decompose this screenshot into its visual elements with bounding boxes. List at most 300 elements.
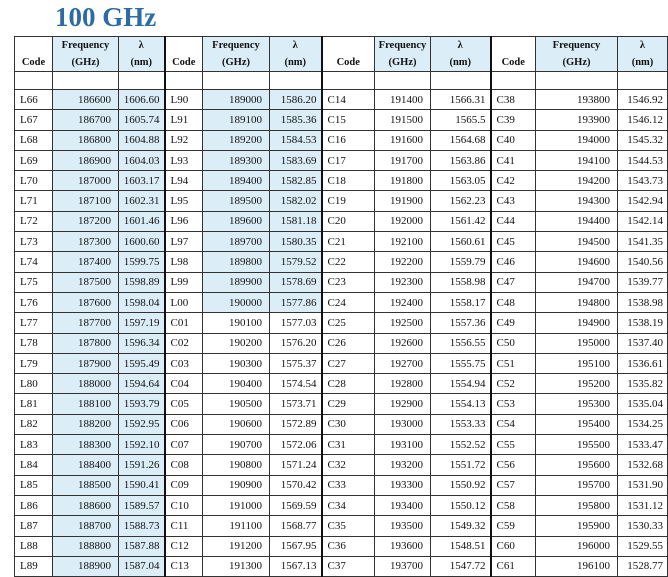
channel-frequency: 195600 (536, 455, 618, 475)
channel-frequency: 194300 (536, 191, 618, 211)
channel-code: C36 (322, 536, 375, 556)
channel-code: C47 (491, 272, 536, 292)
channel-code: C05 (165, 394, 203, 414)
channel-code: C45 (491, 232, 536, 252)
channel-code: C32 (322, 455, 375, 475)
channel-wavelength: 1529.55 (618, 536, 668, 556)
channel-frequency: 192900 (375, 394, 431, 414)
channel-frequency: 189000 (203, 90, 270, 110)
channel-code: L73 (15, 232, 53, 252)
channel-wavelength: 1604.88 (119, 130, 165, 150)
channel-wavelength: 1537.40 (618, 333, 668, 353)
channel-wavelength: 1590.41 (119, 475, 165, 495)
channel-frequency: 193100 (375, 435, 431, 455)
channel-wavelength: 1545.32 (618, 130, 668, 150)
channel-wavelength: 1577.86 (270, 292, 322, 312)
channel-wavelength: 1544.53 (618, 150, 668, 170)
channel-wavelength: 1572.89 (270, 414, 322, 434)
header-code-top (15, 37, 53, 55)
channel-wavelength: 1585.36 (270, 110, 322, 130)
channel-code: L82 (15, 414, 53, 434)
channel-wavelength: 1586.20 (270, 90, 322, 110)
channel-frequency: 187100 (53, 191, 119, 211)
channel-frequency: 188500 (53, 475, 119, 495)
channel-code: C08 (165, 455, 203, 475)
channel-wavelength: 1542.94 (618, 191, 668, 211)
channel-wavelength: 1593.79 (119, 394, 165, 414)
channel-frequency: 193900 (536, 110, 618, 130)
table-row (15, 495, 668, 515)
channel-wavelength: 1535.04 (618, 394, 668, 414)
channel-frequency: 192600 (375, 333, 431, 353)
channel-frequency: 195100 (536, 353, 618, 373)
channel-code: C19 (322, 191, 375, 211)
channel-code: C38 (491, 90, 536, 110)
header-lambda-unit: (nm) (270, 54, 322, 72)
channel-code: L88 (15, 536, 53, 556)
channel-wavelength: 1594.64 (119, 374, 165, 394)
header-frequency-unit: (GHz) (53, 54, 119, 72)
channel-frequency: 194800 (536, 292, 618, 312)
channel-wavelength: 1599.75 (119, 252, 165, 272)
channel-code: C57 (491, 475, 536, 495)
header-row-top (15, 37, 668, 55)
table-row (15, 414, 668, 434)
table-row (15, 171, 668, 191)
channel-frequency: 194600 (536, 252, 618, 272)
channel-code: C11 (165, 516, 203, 536)
channel-wavelength: 1575.37 (270, 353, 322, 373)
channel-wavelength: 1604.03 (119, 150, 165, 170)
channel-code: L67 (15, 110, 53, 130)
channel-frequency: 187700 (53, 313, 119, 333)
channel-wavelength: 1538.19 (618, 313, 668, 333)
channel-table (14, 36, 668, 577)
channel-wavelength: 1589.57 (119, 495, 165, 515)
channel-code: C03 (165, 353, 203, 373)
channel-wavelength: 1597.19 (119, 313, 165, 333)
channel-code: C26 (322, 333, 375, 353)
channel-frequency: 188400 (53, 455, 119, 475)
channel-wavelength: 1539.77 (618, 272, 668, 292)
channel-code: C15 (322, 110, 375, 130)
channel-wavelength: 1554.94 (431, 374, 491, 394)
channel-frequency: 191300 (203, 556, 270, 576)
channel-frequency: 191000 (203, 495, 270, 515)
channel-code: L90 (165, 90, 203, 110)
channel-code: C06 (165, 414, 203, 434)
channel-code: C25 (322, 313, 375, 333)
channel-frequency: 186700 (53, 110, 119, 130)
channel-wavelength: 1559.79 (431, 252, 491, 272)
channel-frequency: 195800 (536, 495, 618, 515)
channel-code: C42 (491, 171, 536, 191)
channel-code: L78 (15, 333, 53, 353)
spacer-cell (53, 72, 119, 90)
header-lambda: λ (270, 37, 322, 55)
channel-code: C20 (322, 211, 375, 231)
channel-wavelength: 1562.23 (431, 191, 491, 211)
channel-wavelength: 1598.89 (119, 272, 165, 292)
channel-code: C17 (322, 150, 375, 170)
channel-wavelength: 1603.17 (119, 171, 165, 191)
channel-wavelength: 1546.12 (618, 110, 668, 130)
channel-code: C14 (322, 90, 375, 110)
channel-code: C02 (165, 333, 203, 353)
channel-code: L66 (15, 90, 53, 110)
header-code-top (491, 37, 536, 55)
channel-wavelength: 1587.04 (119, 556, 165, 576)
channel-code: L75 (15, 272, 53, 292)
channel-wavelength: 1602.31 (119, 191, 165, 211)
channel-code: L81 (15, 394, 53, 414)
channel-code: C10 (165, 495, 203, 515)
channel-wavelength: 1595.49 (119, 353, 165, 373)
channel-code: C34 (322, 495, 375, 515)
spacer-cell (165, 72, 203, 90)
channel-wavelength: 1564.68 (431, 130, 491, 150)
channel-wavelength: 1548.51 (431, 536, 491, 556)
header-frequency-unit: (GHz) (536, 54, 618, 72)
channel-wavelength: 1576.20 (270, 333, 322, 353)
channel-code: C28 (322, 374, 375, 394)
channel-code: L80 (15, 374, 53, 394)
channel-code: C22 (322, 252, 375, 272)
channel-frequency: 193200 (375, 455, 431, 475)
channel-frequency: 191900 (375, 191, 431, 211)
channel-frequency: 190400 (203, 374, 270, 394)
channel-frequency: 193300 (375, 475, 431, 495)
channel-code: C18 (322, 171, 375, 191)
table-row (15, 516, 668, 536)
channel-code: L87 (15, 516, 53, 536)
channel-wavelength: 1551.72 (431, 455, 491, 475)
channel-code: C59 (491, 516, 536, 536)
channel-code: L00 (165, 292, 203, 312)
channel-frequency: 193000 (375, 414, 431, 434)
channel-code: C60 (491, 536, 536, 556)
channel-wavelength: 1570.42 (270, 475, 322, 495)
channel-code: L79 (15, 353, 53, 373)
channel-code: C23 (322, 272, 375, 292)
channel-wavelength: 1532.68 (618, 455, 668, 475)
channel-code: L74 (15, 252, 53, 272)
channel-frequency: 194100 (536, 150, 618, 170)
channel-frequency: 193500 (375, 516, 431, 536)
channel-wavelength: 1540.56 (618, 252, 668, 272)
channel-wavelength: 1542.14 (618, 211, 668, 231)
table-row (15, 374, 668, 394)
channel-frequency: 190600 (203, 414, 270, 434)
table-row (15, 292, 668, 312)
channel-code: L94 (165, 171, 203, 191)
header-frequency: Frequency (53, 37, 119, 55)
channel-frequency: 187200 (53, 211, 119, 231)
channel-code: L95 (165, 191, 203, 211)
channel-code: C44 (491, 211, 536, 231)
channel-wavelength: 1571.24 (270, 455, 322, 475)
channel-frequency: 192800 (375, 374, 431, 394)
channel-frequency: 188700 (53, 516, 119, 536)
channel-frequency: 192100 (375, 232, 431, 252)
channel-code: C56 (491, 455, 536, 475)
channel-frequency: 190500 (203, 394, 270, 414)
channel-code: C58 (491, 495, 536, 515)
channel-code: C54 (491, 414, 536, 434)
header-frequency: Frequency (536, 37, 618, 55)
channel-wavelength: 1538.98 (618, 292, 668, 312)
channel-frequency: 188800 (53, 536, 119, 556)
spacer-cell (270, 72, 322, 90)
table-row (15, 191, 668, 211)
channel-wavelength: 1592.10 (119, 435, 165, 455)
channel-frequency: 189900 (203, 272, 270, 292)
channel-code: L92 (165, 130, 203, 150)
table-row (15, 130, 668, 150)
channel-wavelength: 1565.5 (431, 110, 491, 130)
channel-code: C40 (491, 130, 536, 150)
header-code-top (165, 37, 203, 55)
channel-wavelength: 1598.04 (119, 292, 165, 312)
channel-frequency: 194500 (536, 232, 618, 252)
channel-frequency: 191600 (375, 130, 431, 150)
channel-frequency: 187500 (53, 272, 119, 292)
channel-wavelength: 1556.55 (431, 333, 491, 353)
header-code-top (322, 37, 375, 55)
channel-wavelength: 1561.42 (431, 211, 491, 231)
channel-frequency: 195200 (536, 374, 618, 394)
channel-code: C51 (491, 353, 536, 373)
channel-wavelength: 1577.03 (270, 313, 322, 333)
channel-wavelength: 1550.12 (431, 495, 491, 515)
channel-frequency: 188100 (53, 394, 119, 414)
channel-wavelength: 1606.60 (119, 90, 165, 110)
channel-wavelength: 1557.36 (431, 313, 491, 333)
channel-code: L69 (15, 150, 53, 170)
channel-wavelength: 1582.85 (270, 171, 322, 191)
channel-code: L86 (15, 495, 53, 515)
channel-wavelength: 1566.31 (431, 90, 491, 110)
channel-code: L89 (15, 556, 53, 576)
channel-wavelength: 1535.82 (618, 374, 668, 394)
header-lambda-unit: (nm) (119, 54, 165, 72)
spacer-cell (203, 72, 270, 90)
channel-code: C39 (491, 110, 536, 130)
channel-wavelength: 1550.92 (431, 475, 491, 495)
channel-frequency: 193600 (375, 536, 431, 556)
channel-code: C30 (322, 414, 375, 434)
channel-code: C27 (322, 353, 375, 373)
channel-frequency: 190200 (203, 333, 270, 353)
channel-code: L71 (15, 191, 53, 211)
table-row (15, 150, 668, 170)
header-frequency-unit: (GHz) (203, 54, 270, 72)
channel-frequency: 191100 (203, 516, 270, 536)
channel-wavelength: 1588.73 (119, 516, 165, 536)
channel-frequency: 190300 (203, 353, 270, 373)
channel-wavelength: 1596.34 (119, 333, 165, 353)
spacer-cell (536, 72, 618, 90)
channel-wavelength: 1560.61 (431, 232, 491, 252)
channel-wavelength: 1569.59 (270, 495, 322, 515)
channel-frequency: 189500 (203, 191, 270, 211)
channel-frequency: 186900 (53, 150, 119, 170)
table-row (15, 252, 668, 272)
channel-code: L70 (15, 171, 53, 191)
table-row (15, 232, 668, 252)
channel-code: C13 (165, 556, 203, 576)
channel-code: C12 (165, 536, 203, 556)
table-row (15, 435, 668, 455)
channel-wavelength: 1592.95 (119, 414, 165, 434)
spacer-cell (119, 72, 165, 90)
channel-wavelength: 1531.12 (618, 495, 668, 515)
channel-frequency: 195700 (536, 475, 618, 495)
header-code: Code (322, 54, 375, 72)
header-frequency: Frequency (375, 37, 431, 55)
channel-frequency: 195500 (536, 435, 618, 455)
channel-frequency: 190100 (203, 313, 270, 333)
channel-frequency: 190800 (203, 455, 270, 475)
channel-code: L91 (165, 110, 203, 130)
channel-frequency: 187900 (53, 353, 119, 373)
table-row (15, 455, 668, 475)
channel-frequency: 188600 (53, 495, 119, 515)
channel-code: L98 (165, 252, 203, 272)
header-lambda-unit: (nm) (431, 54, 491, 72)
channel-code: L83 (15, 435, 53, 455)
channel-frequency: 188200 (53, 414, 119, 434)
table-row (15, 110, 668, 130)
channel-wavelength: 1541.35 (618, 232, 668, 252)
channel-frequency: 195900 (536, 516, 618, 536)
channel-wavelength: 1581.18 (270, 211, 322, 231)
channel-wavelength: 1584.53 (270, 130, 322, 150)
channel-frequency: 194400 (536, 211, 618, 231)
channel-wavelength: 1543.73 (618, 171, 668, 191)
header-lambda-unit: (nm) (618, 54, 668, 72)
channel-code: C09 (165, 475, 203, 495)
channel-frequency: 186600 (53, 90, 119, 110)
channel-wavelength: 1579.52 (270, 252, 322, 272)
channel-code: L68 (15, 130, 53, 150)
channel-wavelength: 1580.35 (270, 232, 322, 252)
channel-wavelength: 1553.33 (431, 414, 491, 434)
channel-code: C31 (322, 435, 375, 455)
spacer-row (15, 72, 668, 90)
channel-frequency: 191200 (203, 536, 270, 556)
channel-code: C41 (491, 150, 536, 170)
channel-wavelength: 1536.61 (618, 353, 668, 373)
header-frequency-unit: (GHz) (375, 54, 431, 72)
channel-frequency: 192200 (375, 252, 431, 272)
channel-wavelength: 1554.13 (431, 394, 491, 414)
channel-frequency: 189600 (203, 211, 270, 231)
table-row (15, 536, 668, 556)
spacer-cell (15, 72, 53, 90)
header-lambda: λ (119, 37, 165, 55)
table-row (15, 556, 668, 576)
channel-code: C35 (322, 516, 375, 536)
spacer-cell (491, 72, 536, 90)
channel-frequency: 190900 (203, 475, 270, 495)
channel-frequency: 193400 (375, 495, 431, 515)
channel-wavelength: 1605.74 (119, 110, 165, 130)
channel-wavelength: 1583.69 (270, 150, 322, 170)
channel-code: L76 (15, 292, 53, 312)
channel-code: C50 (491, 333, 536, 353)
table-row (15, 353, 668, 373)
channel-code: C49 (491, 313, 536, 333)
channel-wavelength: 1533.47 (618, 435, 668, 455)
channel-frequency: 189700 (203, 232, 270, 252)
header-frequency: Frequency (203, 37, 270, 55)
channel-wavelength: 1567.95 (270, 536, 322, 556)
channel-frequency: 194000 (536, 130, 618, 150)
channel-code: L72 (15, 211, 53, 231)
header-code: Code (491, 54, 536, 72)
channel-wavelength: 1528.77 (618, 556, 668, 576)
table-row (15, 313, 668, 333)
channel-wavelength: 1546.92 (618, 90, 668, 110)
channel-code: L99 (165, 272, 203, 292)
channel-wavelength: 1530.33 (618, 516, 668, 536)
channel-wavelength: 1591.26 (119, 455, 165, 475)
header-row-bottom (15, 54, 668, 72)
channel-code: C53 (491, 394, 536, 414)
channel-wavelength: 1555.75 (431, 353, 491, 373)
channel-code: C55 (491, 435, 536, 455)
channel-frequency: 192000 (375, 211, 431, 231)
channel-wavelength: 1552.52 (431, 435, 491, 455)
channel-frequency: 192700 (375, 353, 431, 373)
channel-code: C29 (322, 394, 375, 414)
channel-code: L77 (15, 313, 53, 333)
channel-frequency: 188900 (53, 556, 119, 576)
channel-frequency: 189400 (203, 171, 270, 191)
channel-wavelength: 1568.77 (270, 516, 322, 536)
channel-frequency: 193700 (375, 556, 431, 576)
channel-code: C37 (322, 556, 375, 576)
channel-frequency: 191700 (375, 150, 431, 170)
channel-frequency: 187400 (53, 252, 119, 272)
channel-frequency: 192300 (375, 272, 431, 292)
channel-code: C04 (165, 374, 203, 394)
channel-frequency: 192400 (375, 292, 431, 312)
channel-frequency: 195000 (536, 333, 618, 353)
channel-frequency: 195300 (536, 394, 618, 414)
channel-wavelength: 1582.02 (270, 191, 322, 211)
header-code: Code (15, 54, 53, 72)
channel-code: C43 (491, 191, 536, 211)
channel-wavelength: 1573.71 (270, 394, 322, 414)
channel-code: L85 (15, 475, 53, 495)
channel-code: C48 (491, 292, 536, 312)
channel-wavelength: 1547.72 (431, 556, 491, 576)
channel-frequency: 194200 (536, 171, 618, 191)
channel-code: L96 (165, 211, 203, 231)
channel-frequency: 188000 (53, 374, 119, 394)
table-row (15, 272, 668, 292)
channel-code: C01 (165, 313, 203, 333)
channel-frequency: 189300 (203, 150, 270, 170)
channel-frequency: 187600 (53, 292, 119, 312)
channel-wavelength: 1578.69 (270, 272, 322, 292)
channel-frequency: 191400 (375, 90, 431, 110)
channel-frequency: 191500 (375, 110, 431, 130)
channel-frequency: 187000 (53, 171, 119, 191)
header-lambda: λ (431, 37, 491, 55)
